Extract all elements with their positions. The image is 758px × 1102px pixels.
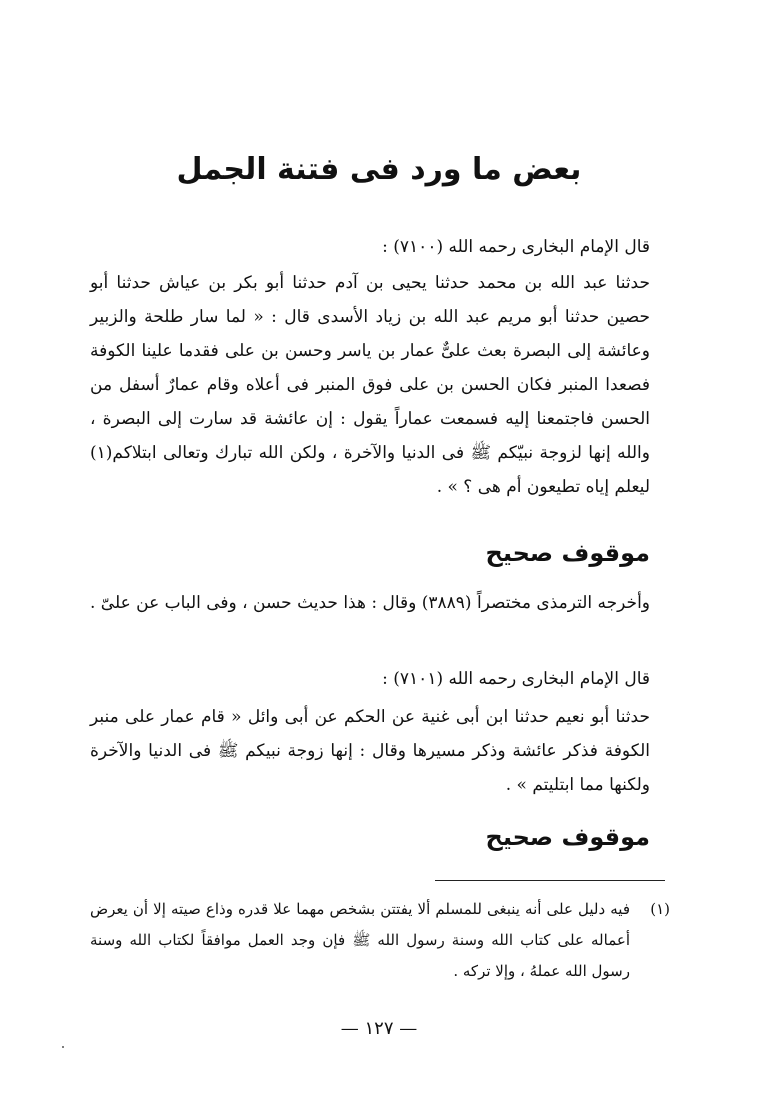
scan-speck (62, 1046, 64, 1048)
footnote-text: فيه دليل على أنه ينبغى للمسلم ألا يفتتن بشخص مهما علا قدره وذاع صيته إلا أن يعرض أعماله على كتاب الله وسنة رسول الله ﷺ فإن وجد العمل موافقاً لكتاب الله وسنة رسول الله عملهُ ، وإلا تركه . (90, 900, 630, 980)
footnote (90, 894, 670, 987)
takhrij-note: وأخرجه الترمذى مختصراً (٣٨٨٩) وقال : هذا حديث حسن ، وفى الباب عن علىّ . (89, 593, 650, 613)
hadith-text-7101: حدثنا أبو نعيم حدثنا ابن أبى غنية عن الحكم عن أبى وائل « قام عمار على منبر الكوفة فذكر عائشة وذكر مسيرها وقال : إنها زوجة نبيكم ﷺ فى الدنيا والآخرة ولكنها مما ابتليتم » . (90, 707, 650, 795)
footnote-marker: (١) (650, 900, 670, 918)
hadith-grade-7101: موقوف صحيح (485, 823, 650, 851)
hadith-grade-7100: موقوف صحيح (485, 539, 650, 567)
page-number: — ١٢٧ — (340, 1018, 418, 1039)
narration-intro-7101: قال الإمام البخارى رحمه الله (٧١٠١) : (382, 669, 650, 689)
hadith-text-7100: حدثنا عبد الله بن محمد حدثنا يحيى بن آدم حدثنا أبو بكر بن عياش حدثنا أبو حصين حدثنا أبو مريم عبد الله بن زياد الأسدى قال : « لما سار طلحة والزبير وعائشة إلى البصرة بعث علىٌّ عمار بن ياسر وحسن بن على فقدما علينا الكوفة فصعدا المنبر فكان الحسن بن على فوق المنبر فى أعلاه وقام عمارٌ أسفل من الحسن فاجتمعنا إليه فسمعت عماراً يقول : إن عائشة قد سارت إلى البصرة ، والله إنها لزوجة نبيّكم ﷺ فى الدنيا والآخرة ، ولكن الله تبارك وتعالى ابتلاكم(١) ليعلم إياه تطيعون أم هى ؟ » . (90, 273, 650, 497)
footnote-divider (435, 880, 665, 881)
page-title: بعض ما ورد فى فتنة الجمل (176, 152, 582, 187)
narration-intro-7100: قال الإمام البخارى رحمه الله (٧١٠٠) : (382, 237, 650, 257)
